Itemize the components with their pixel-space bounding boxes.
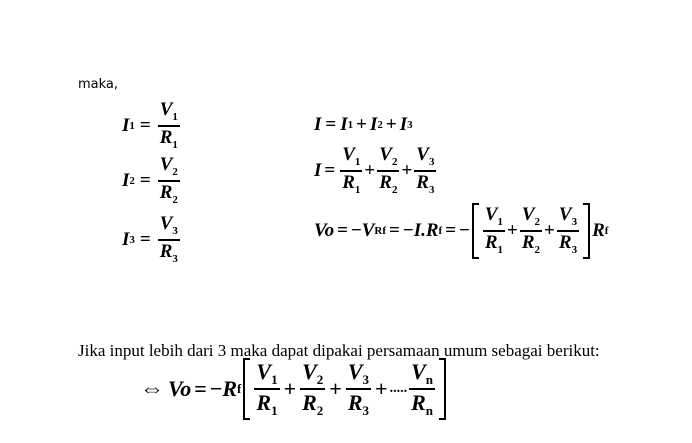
right-bracket <box>583 203 590 259</box>
general-equation-sentence: Jika input lebih dari 3 maka dapat dipakai persamaan umum sebagai berikut: <box>78 341 600 360</box>
equation-i3: I 3 = $\frac{V_3}{R_3}$ <box>122 213 178 265</box>
double-arrow-icon: ⇔ <box>140 375 164 402</box>
equation-i2: I 2 = $\frac{V_2}{R_2}$ <box>122 154 178 206</box>
intro-text: maka, <box>78 77 119 92</box>
left-bracket <box>472 203 479 259</box>
equation-general: ⇔ Vo = − R f $\frac{V_1}{R_1}$ + $\frac{V_2}{R_2}$ + $\frac{V_3}{R_3}$ + ..... $\frac{V_n}{R_n}$ <box>140 358 448 420</box>
equation-current-sum: I = I 1 + I 2 + I 3 <box>314 114 413 135</box>
right-bracket <box>439 358 446 420</box>
left-bracket <box>243 358 250 420</box>
equation-current-fractions: I = $\frac{V_1}{R_1}$ + $\frac{V_2}{R_2}$ + $\frac{V_3}{R_3}$ <box>314 144 435 196</box>
equation-output-voltage: Vo = − V Rf = − I.R f = − $\frac{V_1}{R_1}$ + $\frac{V_2}{R_2}$ + $\frac{V_3}{R_3}$ R f <box>314 203 608 259</box>
equation-i1: I 1 = $\frac{V_1}{R_1}$ <box>122 99 178 151</box>
